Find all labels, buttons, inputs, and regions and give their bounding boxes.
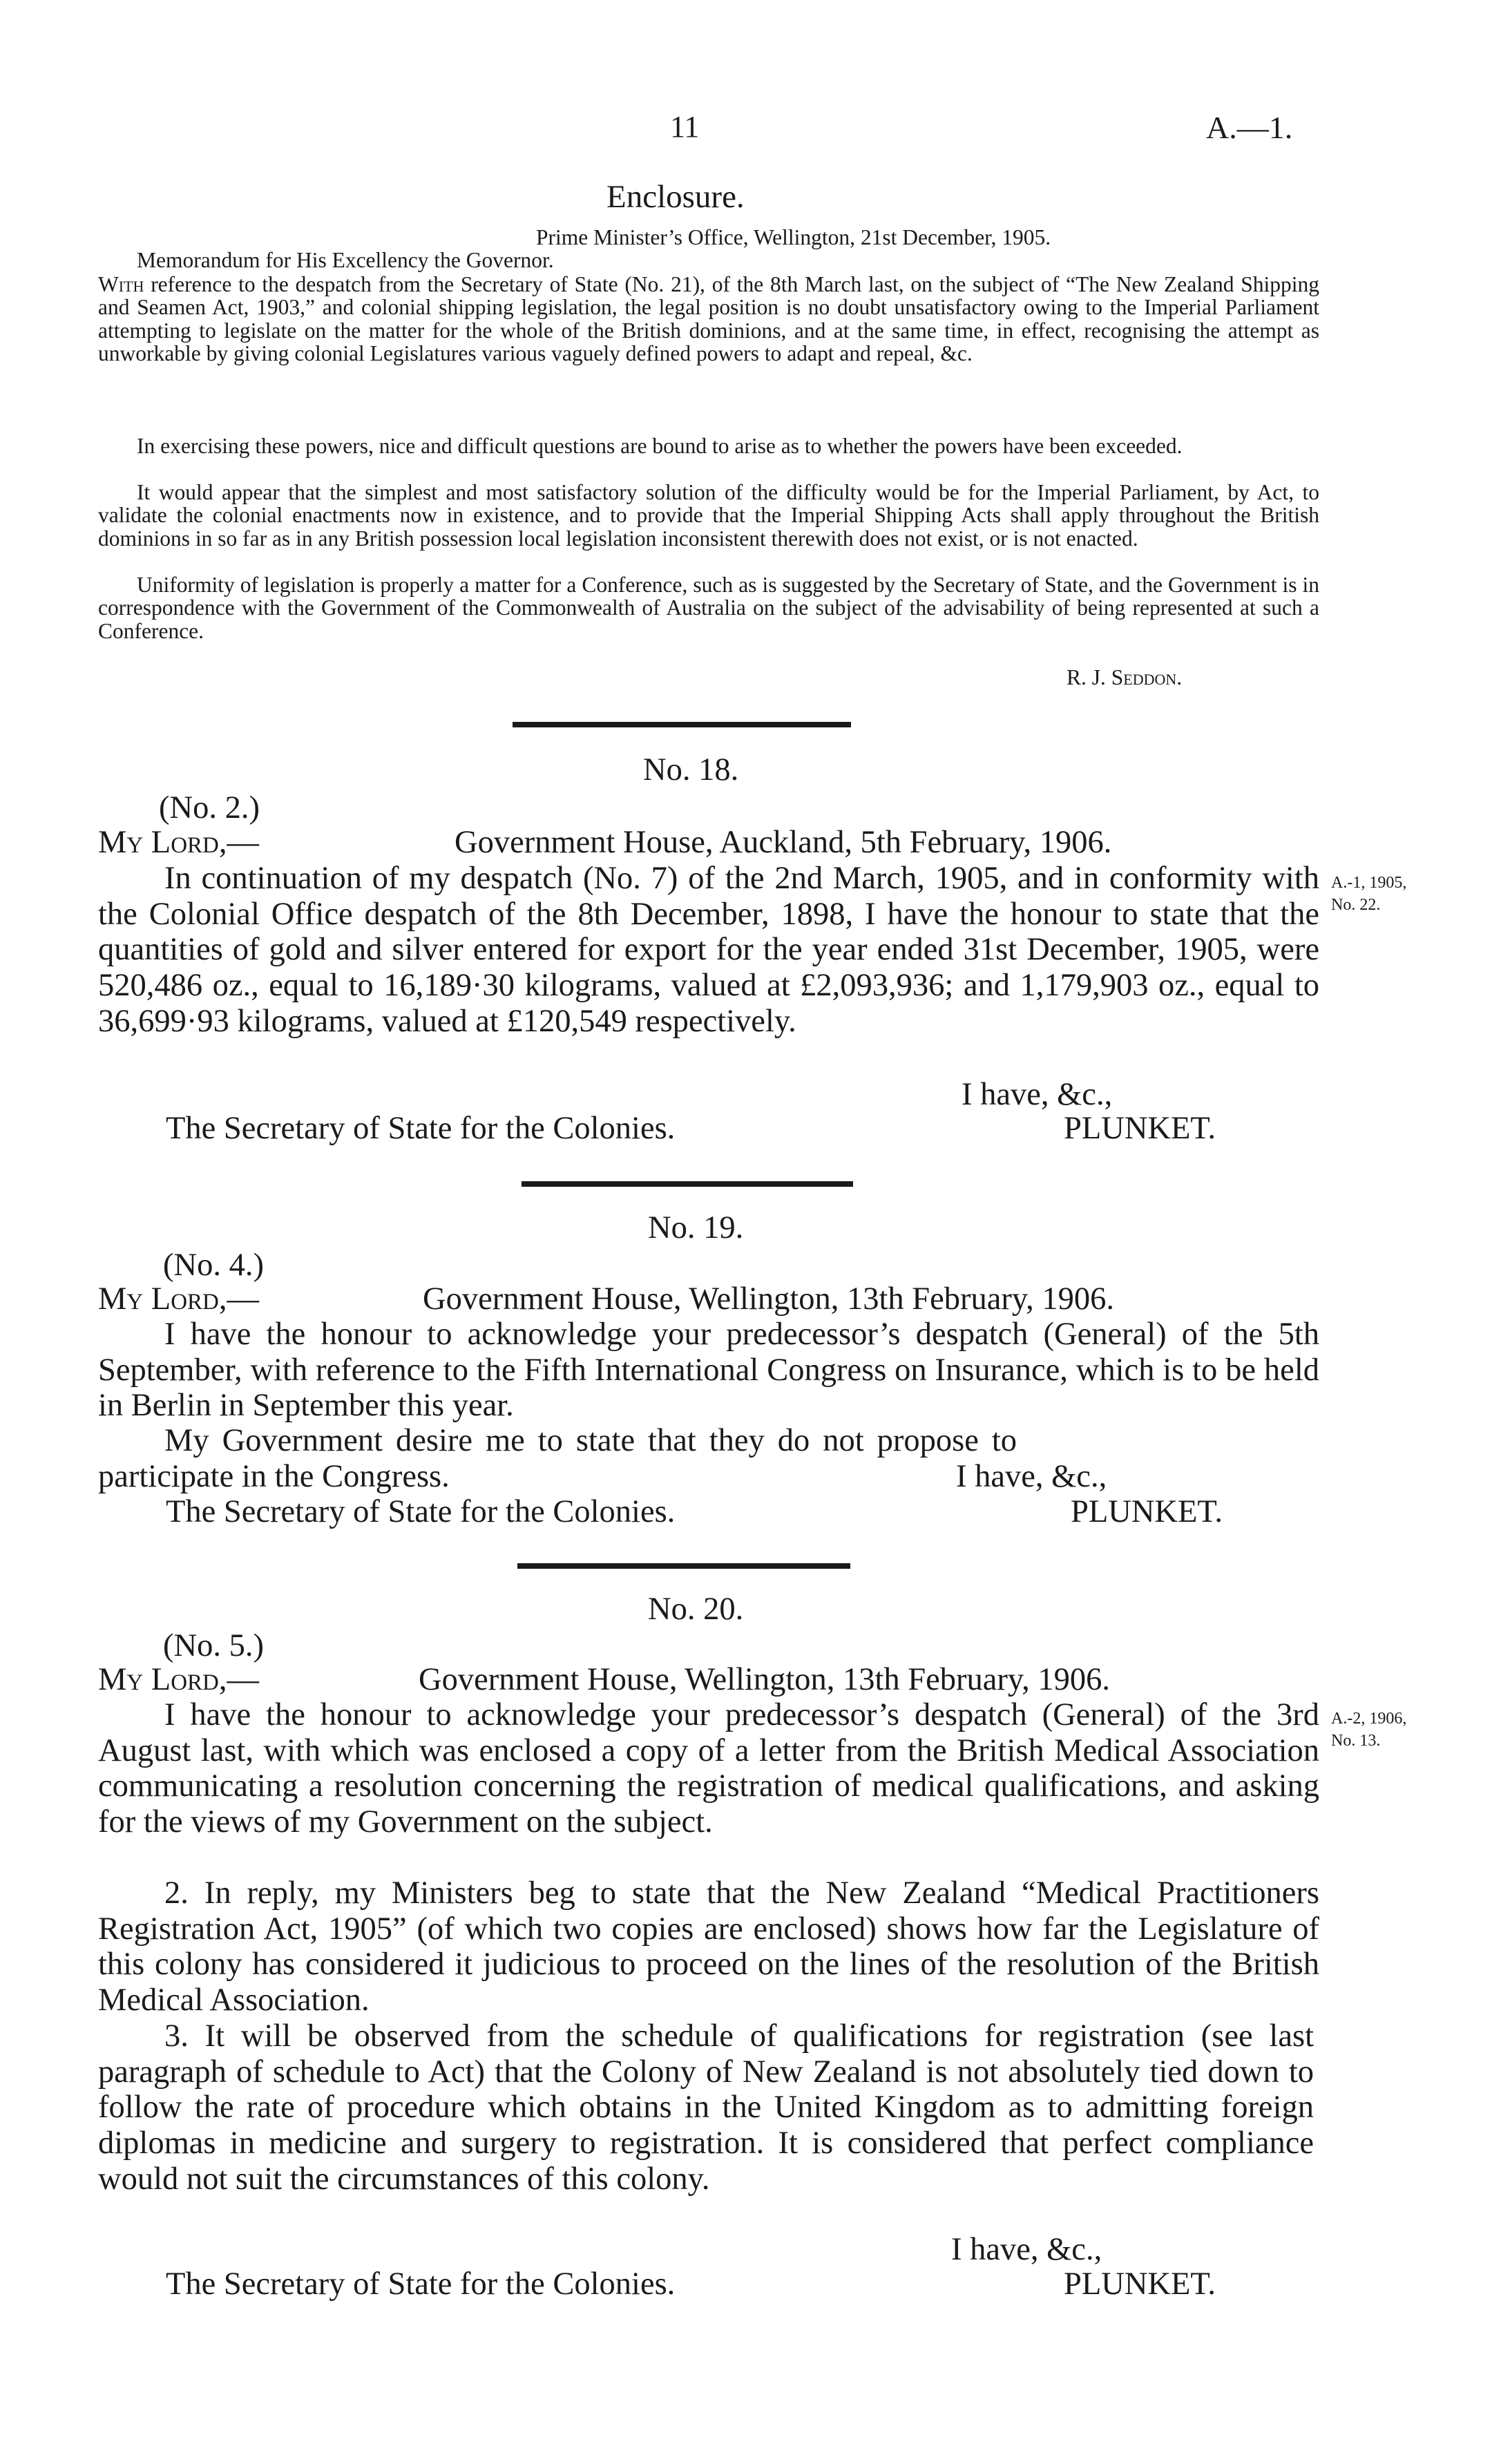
letter-18-margin-note-line-2: No. 22. <box>1331 896 1381 914</box>
letter-19-paragraph-2: My Government desire me to state that they do not propose to participate in the Congress. <box>98 1423 1017 1494</box>
letter-20-paragraph-1: I have the honour to acknowledge your predecessor’s despatch (General) of the 3rd August last, with which was enclosed a copy of a letter from the British Medical Association communicating a resolution concerning the registration of medical qualifications, and asking for the views of my Government on the subject. <box>98 1697 1319 1840</box>
letter-18-paragraph-1: In continuation of my despatch (No. 7) of the 2nd March, 1905, and in conformity with the Colonial Office despatch of the 8th December, 1898, I have the honour to state that the quantities of gold and silver entered for export for the year ended 31st December, 1905, were 520,486 oz., equal to 16,189·30 kilograms, valued at £2,093,936; and 1,179,903 oz., equal to 36,699·93 kilograms, valued at £120,549 respectively. <box>98 861 1319 1039</box>
section-divider <box>517 1563 850 1569</box>
enclosure-paragraph-1 <box>98 273 1319 365</box>
letter-20-salutation: My Lord,— <box>98 1662 260 1697</box>
letter-18-closing: I have, &c., <box>962 1077 1113 1112</box>
letter-20-margin-note-line-2: No. 13. <box>1331 1732 1381 1750</box>
letter-19-signature-row <box>166 1494 1223 1530</box>
section-divider <box>522 1181 853 1187</box>
letter-20-paragraph-3: 3. It will be observed from the schedule of qualifications for registration (see last paragraph of schedule to Act) that the Colony of New Zealand is not absolutely tied down to follow the rate of procedure which obtains in the United Kingdom as to admitting foreign diplomas in medicine and surgery to registration. It is considered that perfect compliance would not suit the circumstances of this colony. <box>98 2018 1314 2197</box>
letter-18-number: No. 18. <box>643 752 739 787</box>
letter-20-margin-note-line-1: A.-2, 1906, <box>1331 1710 1407 1728</box>
enclosure-title: Enclosure. <box>606 179 745 215</box>
letter-20-closing: I have, &c., <box>951 2232 1102 2267</box>
enclosure-signature: R. J. Seddon. <box>1067 665 1183 689</box>
letter-20-address: Government House, Wellington, 13th February, 1906. <box>419 1662 1111 1697</box>
document-reference: A.—1. <box>1206 110 1293 145</box>
letter-19-sub-number: (No. 4.) <box>163 1248 264 1283</box>
enclosure-paragraph-4: Uniformity of legislation is properly a matter for a Conference, such as is suggested by the Secretary of State, and the Government is in correspondence with the Government of the Commonwealth of Australia on the subject of the advisability of being represented at such a Conference. <box>98 573 1319 643</box>
letter-19-address: Government House, Wellington, 13th February, 1906. <box>423 1281 1115 1317</box>
letter-19-paragraph-1: I have the honour to acknowledge your predecessor’s despatch (General) of the 5th September, with reference to the Fifth International Congress on Insurance, which is to be held in Berlin in September this year. <box>98 1317 1319 1424</box>
letter-18-signature: PLUNKET. <box>1064 1111 1216 1146</box>
enclosure-paragraph-1-text: reference to the despatch from the Secretary of State (No. 21), of the 8th March last, on the subject of “The New Zealand Shipping and Seamen Act, 1903,” and colonial shipping legislation, the legal position is no doubt unsatisfactory owing to the Imperial Parliament attempting to legislate on the matter for the whole of the British dominions, and at the same time, in effect, recognising the attempt as unworkable by giving colonial Legislatures various vaguely defined powers to adapt and repeal, &c. <box>98 272 1320 366</box>
letter-18-margin-note-line-1: A.-1, 1905, <box>1331 874 1407 892</box>
letter-18-signature-row <box>166 1111 1216 1147</box>
enclosure-paragraph-1-lead: With <box>98 272 144 296</box>
letter-20-recipient: The Secretary of State for the Colonies. <box>166 2266 676 2302</box>
letter-20-paragraph-2: 2. In reply, my Ministers beg to state that the New Zealand “Medical Practitioners Registration Act, 1905” (of which two copies are enclosed) shows how far the Legislature of this colony has considered it judicious to proceed on the lines of the resolution of the British Medical Association. <box>98 1875 1319 2018</box>
letter-18-sub-number: (No. 2.) <box>159 790 260 825</box>
letter-18-salutation: My Lord,— <box>98 825 260 860</box>
letter-19-closing: I have, &c., <box>956 1459 1107 1494</box>
letter-18-recipient: The Secretary of State for the Colonies. <box>166 1111 676 1146</box>
letter-18-address: Government House, Auckland, 5th February, 1906. <box>455 825 1112 860</box>
letter-18-margin-note <box>1331 872 1406 916</box>
page-number: 11 <box>670 110 700 144</box>
letter-20-sub-number: (No. 5.) <box>163 1628 264 1663</box>
enclosure-paragraph-2: In exercising these powers, nice and difficult questions are bound to arise as to whether the powers have been exceeded. <box>137 434 1183 458</box>
letter-19-signature: PLUNKET. <box>1071 1494 1223 1529</box>
letter-20-margin-note <box>1331 1708 1406 1752</box>
letter-20-signature: PLUNKET. <box>1064 2266 1216 2302</box>
enclosure-paragraph-3: It would appear that the simplest and most satisfactory solution of the difficulty would be for the Imperial Parliament, by Act, to validate the colonial enactments now in existence, and to provide that the Imperial Shipping Acts shall apply throughout the British dominions in so far as in any British possession local legislation inconsistent therewith does not exist, or is not enacted. <box>98 480 1319 551</box>
letter-19-recipient: The Secretary of State for the Colonies. <box>166 1494 676 1529</box>
enclosure-memo: Memorandum for His Excellency the Governor. <box>137 248 554 272</box>
enclosure-address: Prime Minister’s Office, Wellington, 21st December, 1905. <box>536 225 1051 249</box>
letter-19-salutation: My Lord,— <box>98 1281 260 1317</box>
letter-19-number: No. 19. <box>648 1210 744 1245</box>
letter-20-signature-row <box>166 2266 1216 2302</box>
letter-20-number: No. 20. <box>648 1592 744 1627</box>
section-divider <box>513 722 851 727</box>
